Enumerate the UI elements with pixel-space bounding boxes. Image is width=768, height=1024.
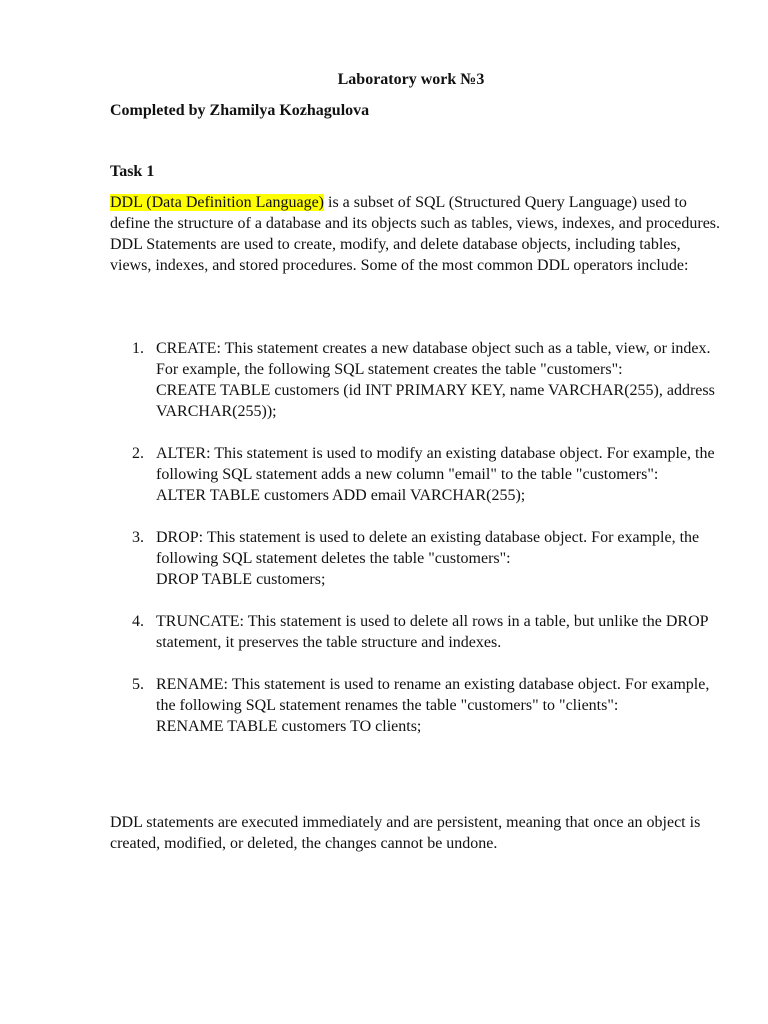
list-item-description: TRUNCATE: This statement is used to delete all rows in a table, but unlike the DROP statement, it preserves the table structure and indexes. (156, 613, 708, 651)
list-item-number: 2. (132, 445, 144, 462)
ddl-operators-list (110, 338, 720, 758)
intro-paragraph (110, 192, 720, 276)
list-item-example: RENAME TABLE customers TO clients; (156, 718, 422, 735)
list-item (110, 443, 720, 506)
list-item-number: 5. (132, 676, 144, 693)
list-item (110, 527, 720, 590)
list-item-number: 1. (132, 340, 144, 357)
list-item-example: ALTER TABLE customers ADD email VARCHAR(255); (156, 487, 526, 504)
list-item-description: CREATE: This statement creates a new database object such as a table, view, or index. For example, the following SQL statement creates the table "customers": (156, 340, 711, 378)
author-line: Completed by Zhamilya Kozhagulova (110, 102, 370, 119)
list-item-number: 4. (132, 613, 144, 630)
list-item-number: 3. (132, 529, 144, 546)
list-item (110, 611, 720, 653)
intro-text: is a subset of SQL (Structured Query Language) used to define the structure of a database and its objects such as tables, views, indexes, and procedures. DDL Statements are used to create, modify, and delete database objects, including tables, views, indexes, and stored procedures. Some of the most common DDL operators include: (110, 194, 721, 274)
list-item-description: RENAME: This statement is used to rename an existing database object. For example, the following SQL statement renames the table "customers" to "clients": (156, 676, 710, 714)
highlighted-term: DDL (Data Definition Language) (110, 194, 324, 211)
list-item (110, 338, 720, 422)
list-item-description: DROP: This statement is used to delete an existing database object. For example, the following SQL statement deletes the table "customers": (156, 529, 700, 567)
list-item-description: ALTER: This statement is used to modify an existing database object. For example, the following SQL statement adds a new column "email" to the table "customers": (156, 445, 715, 483)
task-heading: Task 1 (110, 163, 155, 180)
list-item (110, 674, 720, 737)
closing-paragraph: DDL statements are executed immediately and are persistent, meaning that once an object is created, modified, or deleted, the changes cannot be undone. (110, 814, 701, 852)
list-item-example: DROP TABLE customers; (156, 571, 326, 588)
document-title: Laboratory work №3 (337, 71, 485, 88)
list-item-example: CREATE TABLE customers (id INT PRIMARY KEY, name VARCHAR(255), address VARCHAR(255)); (156, 382, 715, 420)
